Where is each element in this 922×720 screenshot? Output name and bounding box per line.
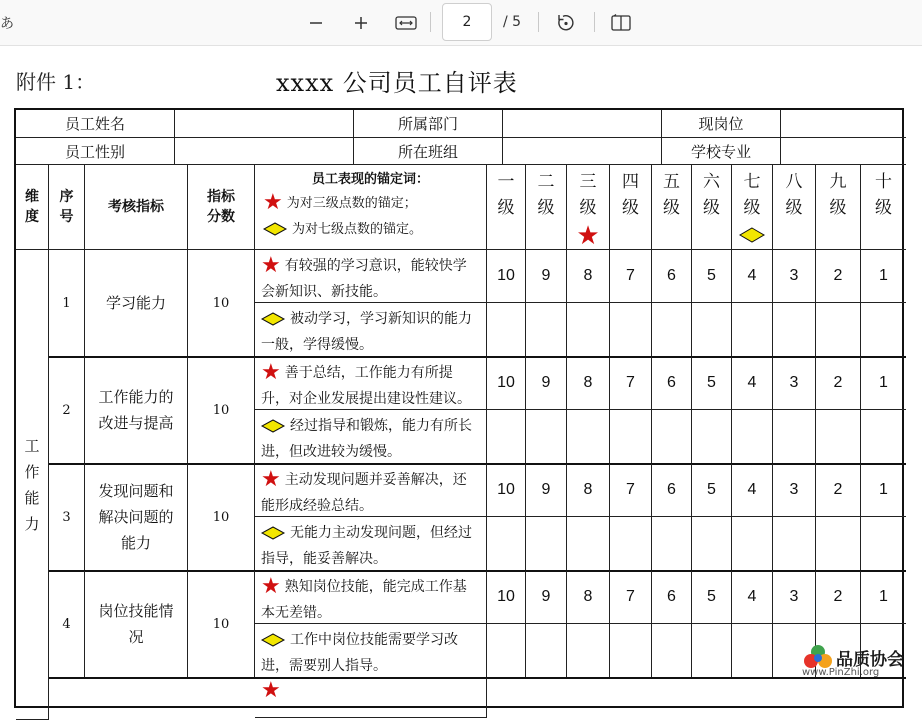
indicator-header: 考核指标 [85,165,188,250]
level-score-field[interactable] [861,517,906,571]
level-score-field[interactable] [610,410,652,464]
level-value-cell[interactable]: 2 [816,571,861,624]
level-score-field[interactable] [610,624,652,678]
level-score-field[interactable] [816,517,861,571]
star-description [255,357,487,410]
level-score-field[interactable] [567,624,610,678]
level-score-field[interactable] [652,303,692,357]
level-score-field[interactable] [652,410,692,464]
level-header-3 [567,165,610,250]
level-label: 三级 [579,172,597,218]
star-icon: ★ [261,253,281,278]
level-value-cell[interactable]: 10 [487,250,526,303]
level-label: 六级 [703,172,720,218]
level-score-field[interactable] [861,410,906,464]
level-value-cell[interactable]: 1 [861,357,906,410]
employee-name-label: 员工姓名 [16,110,175,138]
position-field[interactable] [781,110,906,138]
level-value-cell[interactable]: 9 [526,571,567,624]
department-label: 所属部门 [354,110,503,138]
row-score: 10 [188,571,255,678]
employee-gender-label: 员工性别 [16,138,175,165]
level-score-field[interactable] [526,410,567,464]
level-value-cell[interactable]: 4 [732,250,773,303]
level-value-cell[interactable]: 8 [567,357,610,410]
page-total-label: / 5 [503,14,522,30]
star-icon: ★ [576,221,600,251]
level-label: 七级 [743,172,761,218]
plus-icon [353,15,369,31]
level-value-cell[interactable]: 9 [526,464,567,517]
level-score-field[interactable] [567,410,610,464]
level-score-field[interactable] [487,410,526,464]
two-page-view-icon [610,14,632,32]
level-value-cell[interactable]: 7 [610,250,652,303]
employee-gender-field[interactable] [175,138,354,165]
level-value-cell[interactable]: 3 [773,464,816,517]
level-value-cell[interactable]: 10 [487,464,526,517]
anchor-diamond-text: 为对七级点数的锚定。 [292,222,423,237]
star-icon: ★ [261,360,281,385]
row-indicator: 发现问题和解决问题的能力 [85,464,188,571]
level-value-cell[interactable]: 8 [567,464,610,517]
diamond-description-text: 工作中岗位技能需要学习改进，需要别人指导。 [261,632,458,674]
level-value-cell[interactable]: 5 [692,571,732,624]
watermark-url: www.PinZhi.org [802,667,880,678]
level-score-field[interactable] [732,517,773,571]
employee-name-field[interactable] [175,110,354,138]
level-score-field[interactable] [610,303,652,357]
level-header-2 [526,165,567,250]
row-score: 10 [188,464,255,571]
level-score-field[interactable] [526,624,567,678]
toolbar-left-partial-label: あ [0,16,14,32]
level-score-field[interactable] [861,303,906,357]
level-score-field[interactable] [692,410,732,464]
level-score-field[interactable] [773,410,816,464]
star-description-text: 善于总结，工作能力有所提升，对企业发展提出建设性建议。 [261,365,471,407]
level-value-cell[interactable]: 3 [773,571,816,624]
level-score-field[interactable] [487,517,526,571]
level-value-cell[interactable]: 8 [567,250,610,303]
level-header-4 [610,165,652,250]
star-description [255,571,487,624]
row-score: 10 [188,357,255,464]
level-label: 五级 [663,172,680,218]
level-score-field[interactable] [487,624,526,678]
diamond-icon [261,312,285,326]
diamond-icon [261,633,285,647]
level-value-cell[interactable]: 10 [487,571,526,624]
page-view-button[interactable] [607,9,635,37]
zoom-in-button[interactable] [347,9,375,37]
diamond-icon [261,526,285,540]
row-sequence: 1 [49,250,85,357]
level-value-cell[interactable]: 4 [732,464,773,517]
level-value-cell[interactable]: 9 [526,250,567,303]
level-header-5 [652,165,692,250]
level-score-field[interactable] [487,303,526,357]
level-value-cell[interactable]: 6 [652,357,692,410]
diamond-description [255,303,487,357]
row-indicator: 工作能力的改进与提高 [85,357,188,464]
level-header-10 [861,165,906,250]
level-label: 八级 [785,172,803,218]
toolbar-divider [538,12,539,32]
level-score-field[interactable] [732,410,773,464]
diamond-icon [261,419,285,433]
star-description-text: 有较强的学习意识，能较快学会新知识、新技能。 [261,258,467,300]
level-label: 一级 [497,172,515,218]
level-value-cell[interactable]: 3 [773,357,816,410]
level-value-cell[interactable]: 1 [861,250,906,303]
level-score-field[interactable] [816,303,861,357]
level-score-field[interactable] [773,303,816,357]
star-description-text: 熟知岗位技能，能完成工作基本无差错。 [261,579,467,621]
level-header-7 [732,165,773,250]
pdf-toolbar [0,0,922,46]
anchor-star-text: 为对三级点数的锚定； [286,196,417,211]
department-field[interactable] [503,110,662,138]
star-description [255,250,487,303]
level-value-cell[interactable]: 2 [816,357,861,410]
level-label: 十级 [875,172,892,218]
level-label: 九级 [829,172,847,218]
level-score-field[interactable] [692,517,732,571]
annex-label: 附件 1： [16,70,96,94]
toolbar-divider [594,12,595,32]
position-label: 现岗位 [662,110,781,138]
anchor-legend-title: 员工表现的锚定词： [311,172,429,187]
star-description [255,464,487,517]
toolbar-divider [430,12,431,32]
level-value-cell[interactable]: 10 [487,357,526,410]
rotate-button[interactable] [552,9,580,37]
dimension-header: 维度 [16,165,49,250]
major-label: 学校专业 [662,138,781,165]
star-description-text: 主动发现问题并妥善解决，还能形成经验总结。 [261,472,467,514]
diamond-description [255,624,487,678]
level-value-cell[interactable]: 6 [652,464,692,517]
rotate-icon [556,13,576,33]
level-value-cell[interactable]: 4 [732,571,773,624]
diamond-description-text: 无能力主动发现问题，但经过指导，能妥善解决。 [261,525,472,567]
major-field[interactable] [781,138,906,165]
level-header-1 [487,165,526,250]
level-value-cell[interactable]: 5 [692,464,732,517]
level-value-cell[interactable]: 8 [567,571,610,624]
team-label: 所在班组 [354,138,503,165]
row-sequence: 2 [49,357,85,464]
level-header-9 [816,165,861,250]
level-value-cell[interactable]: 7 [610,464,652,517]
level-value-cell[interactable]: 5 [692,250,732,303]
level-score-field[interactable] [526,517,567,571]
star-icon: ★ [261,467,281,492]
level-value-cell[interactable]: 1 [861,464,906,517]
level-value-cell[interactable]: 2 [816,250,861,303]
level-value-cell[interactable]: 7 [610,571,652,624]
dimension-cell: 工作能力 [16,250,49,720]
team-field[interactable] [503,138,662,165]
fit-width-icon [395,15,417,31]
level-score-field[interactable] [773,517,816,571]
level-value-cell[interactable]: 9 [526,357,567,410]
level-label: 四级 [622,172,639,218]
self-evaluation-table [14,108,904,708]
sequence-header: 序号 [49,165,85,250]
row-score: 10 [188,250,255,357]
level-value-cell[interactable]: 1 [861,571,906,624]
level-score-field[interactable] [732,303,773,357]
diamond-description-text: 经过指导和锻炼，能力有所长进，但改进较为缓慢。 [261,418,472,460]
page-title: xxxx 公司员工自评表 [276,69,518,97]
level-score-field[interactable] [567,517,610,571]
level-score-field[interactable] [732,624,773,678]
star-icon: ★ [261,678,281,703]
diamond-description [255,410,487,464]
level-score-field[interactable] [652,624,692,678]
page-number-input[interactable] [442,3,492,41]
level-score-field[interactable] [567,303,610,357]
minus-icon [308,15,324,31]
score-header: 指标分数 [188,165,255,250]
diamond-description [255,517,487,571]
watermark-logo [800,643,912,683]
diamond-icon [263,222,287,236]
next-row-description [255,678,487,718]
anchor-legend [255,165,487,250]
level-score-field[interactable] [692,624,732,678]
row-sequence: 3 [49,464,85,571]
level-score-field[interactable] [610,517,652,571]
level-value-cell[interactable]: 2 [816,464,861,517]
level-value-cell[interactable]: 5 [692,357,732,410]
row-sequence: 4 [49,571,85,678]
diamond-icon [739,227,765,243]
level-score-field[interactable] [526,303,567,357]
level-value-cell[interactable]: 6 [652,250,692,303]
level-label: 二级 [537,172,555,218]
star-icon: ★ [263,190,283,215]
level-value-cell[interactable]: 7 [610,357,652,410]
star-icon: ★ [261,574,281,599]
level-value-cell[interactable]: 3 [773,250,816,303]
level-score-field[interactable] [652,517,692,571]
level-value-cell[interactable]: 6 [652,571,692,624]
level-value-cell[interactable]: 4 [732,357,773,410]
level-score-field[interactable] [816,410,861,464]
level-header-6 [692,165,732,250]
row-indicator: 学习能力 [85,250,188,357]
diamond-description-text: 被动学习，学习新知识的能力一般，学得缓慢。 [261,311,472,353]
row-indicator: 岗位技能情况 [85,571,188,678]
level-score-field[interactable] [692,303,732,357]
watermark-text: 品质协会 [836,650,904,670]
zoom-out-button[interactable] [302,9,330,37]
level-header-8 [773,165,816,250]
fit-page-button[interactable] [392,9,420,37]
